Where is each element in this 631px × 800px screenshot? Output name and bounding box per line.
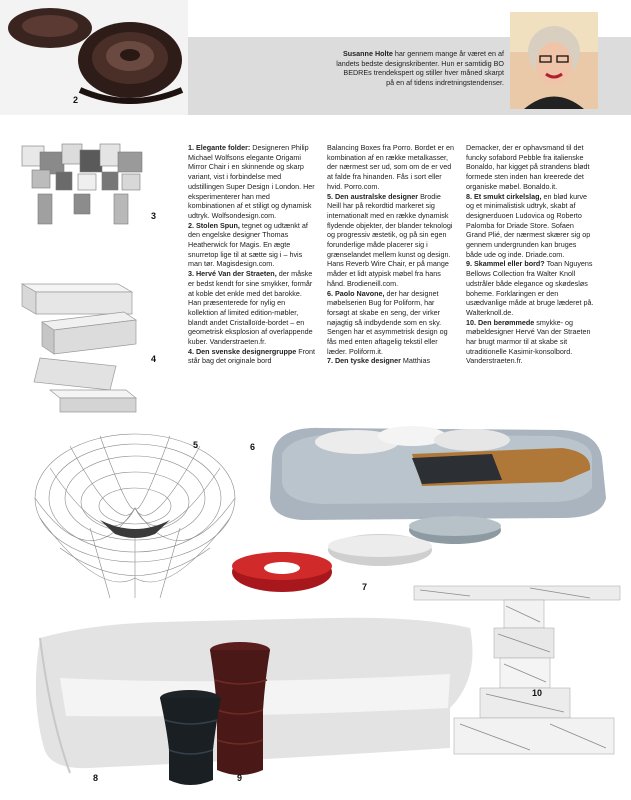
kasimir-console-image <box>410 582 625 762</box>
article-item <box>188 347 316 366</box>
article-body: en blød kurve og et minimalistisk udtryk, skabt af designerduoen Ludovica og Roberto Palomba for Driade Store. Sofaen Grand Plié, der nærmest skærer sig op gennem undergrunden kan bruges både ude og inde. Driade.com. <box>466 191 591 259</box>
figure-number: 2 <box>73 95 79 105</box>
figure-number: 6 <box>250 442 256 452</box>
figure-number: 10 <box>532 688 543 698</box>
article-heading: 5. Den australske designer <box>327 191 419 201</box>
article-item <box>466 259 594 317</box>
article-body: Matthias <box>400 356 431 366</box>
figure-number: 4 <box>151 354 157 364</box>
author-name: Susanne Holte <box>342 49 393 58</box>
article-item <box>466 143 594 192</box>
article-item <box>327 143 455 192</box>
article-item <box>466 318 594 367</box>
article-heading: 2. Stolen Spun, <box>188 220 240 230</box>
figure-number: 3 <box>151 211 157 221</box>
article-heading: 4. Den svenske designergruppe <box>188 346 297 356</box>
author-bio <box>334 49 504 87</box>
article-item <box>327 356 455 366</box>
figure-number: 9 <box>237 773 243 783</box>
figure-number: 8 <box>93 773 99 783</box>
article-item <box>188 143 316 221</box>
article-body: Balancing Boxes fra Porro. Bordet er en kombination af en række metalkasser, der nærmest ser ud, som om de er ved at falde fra hinanden. Fås i sort eller hvid. Porro.com. <box>327 143 455 191</box>
figure-number: 7 <box>362 582 368 592</box>
article-heading: 3. Hervé Van der Straeten, <box>188 269 277 279</box>
bellows-stools-image <box>155 640 270 790</box>
article-column-3 <box>466 143 594 366</box>
article-body: smykke- og møbeldesigner Hervé Van der Straeten har brugt marmor til at skabe sit utraditionelle Kasimir-konsolbord. Vanderstraeten.fr. <box>466 317 591 366</box>
author-portrait <box>510 12 598 109</box>
article-body: tegnet og udtænkt af den engelske designer Thomas Heatherwick for Magis. En ægte snurretop lige til at sætte sig i – hvis man tør. Magisdesign.com. <box>188 220 308 269</box>
article-column-2 <box>327 143 455 366</box>
article-item <box>327 192 455 289</box>
spun-chair-image <box>0 0 188 115</box>
article-body: Brodie Neill har på rekordtid markeret sig internationalt med en række dynamisk flydende objekter, der blander teknologi og progressiv æstetik, og på sin egen forunderlige måde placerer sig i grænselandet mellem kunst og design. Hans Reverb Wire Chair, er på mange måder et lidt atypisk møbel fra hans hånd. Brodieneill.com. <box>327 191 453 288</box>
cristalloide-table-image <box>18 142 148 230</box>
article-body: der har designet møbelserien Bug for Poliform, har forsøgt at skabe en seng, der virker nøjagtig så indbydende som en sky. Sengen har et asymmetrisk design og fås med enten aftagelig tekstil eller læder. Poliform.it. <box>327 288 448 356</box>
article-item <box>466 192 594 260</box>
article-column-1 <box>188 143 316 366</box>
article-heading: 1. Elegante folder: <box>188 143 251 152</box>
figure-number: 5 <box>193 440 199 450</box>
reverb-wire-chair-image <box>30 428 240 600</box>
article-body: Designeren Philip Michael Wolfsons elegante Origami Mirror Chair i en skinnende og skarp variant, vist i forbindelse med udstillingen Super Design i London. Her eksperimenterer han med kombinationen af et stiligt og dynamisk udtryk. Wolfsondesign.com. <box>188 143 315 220</box>
article-heading: 10. Den berømmede <box>466 317 535 327</box>
article-heading: 9. Skammel eller bord? <box>466 259 545 269</box>
article-heading: 7. Den tyske designer <box>327 356 401 366</box>
article-body: der måske er bedst kendt for sine smykker, formår at koble det enkle med det barokke. Han præsenterede for nylig en kollektion af limited edition-møbler, blandt andet Cristalloïde-bordet – en geometrisk eksplosion af overlappende kuber. Vanderstraeten.fr. <box>188 269 313 347</box>
article-body: Front står bag det originale bord <box>188 346 316 366</box>
article-body: Demacker, der er ophavsmand til det funcky sofabord Pebble fra italienske Bonaldo, har kigget på strandens blødt formede sten inden han kreerede det organiske møbel. Bonaldo.it. <box>466 143 590 191</box>
article-heading: 6. Paolo Navone, <box>327 288 385 298</box>
author-bio-text: har gennem mange år været en af landets bedste designskribenter. Hun er samtidig BO BEDREs trendekspert og stiller hver måned skarpt på en af tidens indretningstendenser. <box>336 49 504 87</box>
article-heading: 8. Et smukt cirkelslag, <box>466 191 542 201</box>
article-body: Toan Nguyens Bellows Collection fra Walter Knoll udstråler både elegance og skødesløs boheme. Forklaringen er den usædvanlige måde at bruge læderet på. Walterknoll.de. <box>466 259 594 317</box>
article-item <box>327 289 455 357</box>
article-item <box>188 269 316 347</box>
article-item <box>188 221 316 270</box>
balancing-boxes-image <box>20 278 145 414</box>
